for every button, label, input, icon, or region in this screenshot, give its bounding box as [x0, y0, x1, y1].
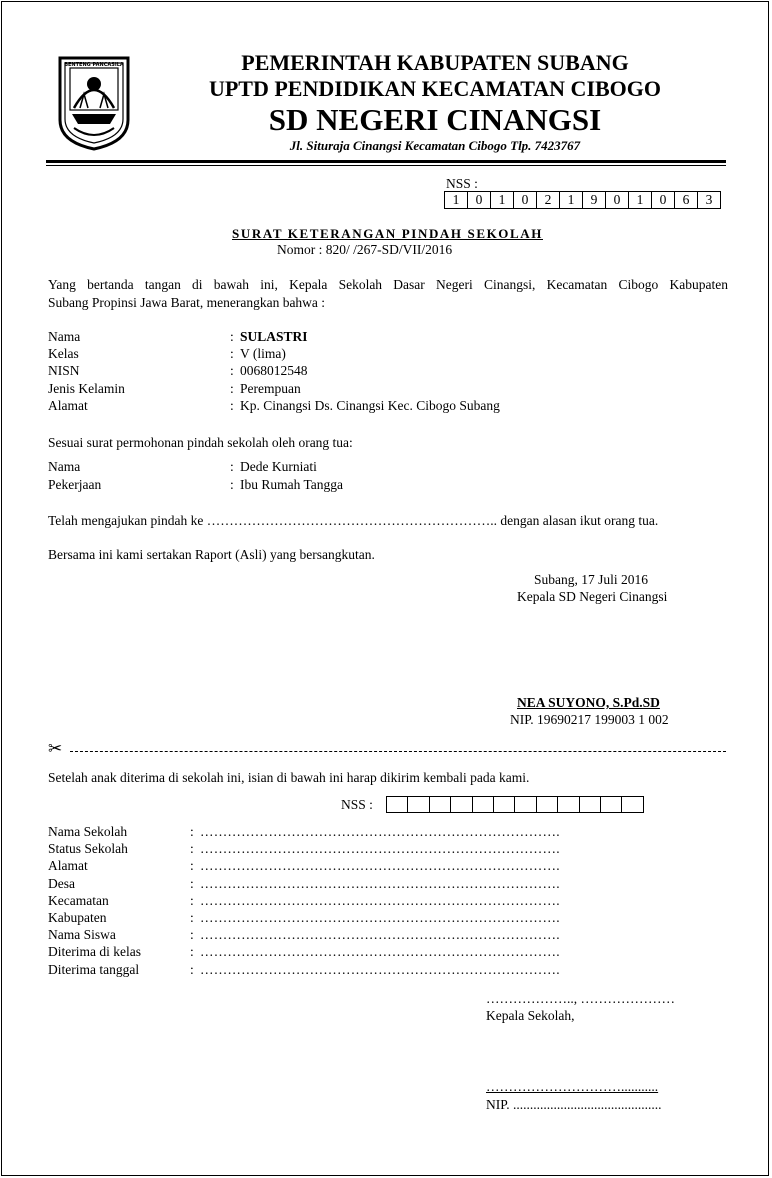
student-field-label: NISN [48, 363, 80, 378]
return-nss-boxes [386, 796, 644, 813]
return-field-label: Diterima tanggal [48, 962, 140, 977]
student-field-value: SULASTRI [240, 329, 308, 344]
letter-number: Nomor : 820/ /267-SD/VII/2016 [277, 242, 453, 257]
return-field-blank[interactable]: ……………………………………………………………………. [200, 910, 560, 925]
nss-digit-box: 0 [514, 191, 537, 209]
student-field-value: V (lima) [240, 346, 286, 361]
nss-empty-box[interactable] [537, 796, 558, 813]
parent-field-value: Dede Kurniati [240, 459, 317, 474]
student-field-value: Kp. Cinangsi Ds. Cinangsi Kec. Cibogo Subang [240, 398, 500, 413]
return-field-blank[interactable]: ……………………………………………………………………. [200, 944, 560, 959]
nss-empty-box[interactable] [408, 796, 429, 813]
nss-digit-box: 6 [675, 191, 698, 209]
parent-field-value: Ibu Rumah Tangga [240, 477, 344, 492]
field-colon: : [230, 398, 234, 413]
signature-position: Kepala SD Negeri Cinangsi [517, 589, 668, 604]
nss-digit-box: 3 [698, 191, 721, 209]
return-field-label: Nama Siswa [48, 927, 116, 942]
header-office: UPTD PENDIDIKAN KECAMATAN CIBOGO [208, 76, 662, 101]
return-field-blank[interactable]: ……………………………………………………………………. [200, 858, 560, 873]
nss-digit-box: 1 [629, 191, 652, 209]
request-line: Sesuai surat permohonan pindah sekolah oleh orang tua: [48, 435, 353, 450]
student-field-value: 0068012548 [240, 363, 308, 378]
field-colon: : [190, 927, 194, 942]
nss-empty-box[interactable] [451, 796, 472, 813]
field-colon: : [190, 858, 194, 873]
return-sign-position: Kepala Sekolah, [486, 1008, 575, 1023]
return-field-label: Kabupaten [48, 910, 107, 925]
return-field-label: Diterima di kelas [48, 944, 141, 959]
intro-line-2: Subang Propinsi Jawa Barat, menerangkan bahwa : [48, 295, 326, 310]
parent-field-label: Pekerjaan [48, 477, 102, 492]
nss-empty-box[interactable] [387, 796, 408, 813]
signature-name: NEA SUYONO, S.Pd.SD [517, 695, 660, 710]
header-school-name: SD NEGERI CINANGSI [268, 102, 602, 137]
field-colon: : [190, 893, 194, 908]
attachment-line: Bersama ini kami sertakan Raport (Asli) yang bersangkutan. [48, 547, 375, 562]
nss-digit-box: 0 [652, 191, 675, 209]
nss-empty-box[interactable] [601, 796, 622, 813]
student-field-label: Nama [48, 329, 81, 344]
header-rule-thick [46, 160, 726, 163]
cut-dashed-line [70, 751, 726, 752]
return-field-label: Nama Sekolah [48, 824, 128, 839]
field-colon: : [190, 876, 194, 891]
nss-empty-box[interactable] [622, 796, 643, 813]
return-sign-name: …………………………........... [486, 1079, 659, 1094]
return-field-blank[interactable]: ……………………………………………………………………. [200, 962, 560, 977]
return-sign-nip: NIP. ............................................ [486, 1097, 662, 1112]
letter-title: SURAT KETERANGAN PINDAH SEKOLAH [232, 226, 543, 241]
scissors-icon: ✂ [48, 739, 63, 758]
student-field-label: Kelas [48, 346, 79, 361]
return-field-label: Status Sekolah [48, 841, 128, 856]
field-colon: : [230, 381, 234, 396]
svg-text:BENTENG PANCASILA: BENTENG PANCASILA [64, 62, 124, 68]
nss-digit-box: 9 [583, 191, 606, 209]
field-colon: : [190, 962, 194, 977]
nss-label: NSS : [446, 176, 478, 191]
nss-digit-box: 0 [606, 191, 629, 209]
return-instruction: Setelah anak diterima di sekolah ini, isian di bawah ini harap dikirim kembali pada kami. [48, 770, 530, 785]
student-field-label: Jenis Kelamin [48, 381, 125, 396]
nss-number-boxes [444, 191, 721, 209]
nss-empty-box[interactable] [558, 796, 579, 813]
return-field-label: Alamat [48, 858, 88, 873]
move-line: Telah mengajukan pindah ke ……………………………………………………….. dengan alasan ikut orang tua. [48, 513, 659, 528]
field-colon: : [230, 346, 234, 361]
nss-empty-box[interactable] [494, 796, 515, 813]
nss-digit-box: 1 [491, 191, 514, 209]
nss-digit-box: 1 [445, 191, 468, 209]
return-field-label: Kecamatan [48, 893, 109, 908]
return-field-blank[interactable]: ……………………………………………………………………. [200, 876, 560, 891]
nss-empty-box[interactable] [515, 796, 536, 813]
regency-seal-logo [54, 52, 134, 152]
nss-empty-box[interactable] [580, 796, 601, 813]
return-nss-label: NSS : [341, 797, 373, 812]
parent-field-label: Nama [48, 459, 81, 474]
nss-digit-box: 1 [560, 191, 583, 209]
return-field-blank[interactable]: ……………………………………………………………………. [200, 824, 560, 839]
header-rule-thin [46, 165, 726, 166]
field-colon: : [190, 841, 194, 856]
return-field-label: Desa [48, 876, 75, 891]
header-address: Jl. Situraja Cinangsi Kecamatan Cibogo Tlp. 7423767 [289, 138, 581, 153]
field-colon: : [190, 944, 194, 959]
field-colon: : [190, 824, 194, 839]
student-field-value: Perempuan [240, 381, 301, 396]
field-colon: : [230, 459, 234, 474]
intro-line-1: Yang bertanda tangan di bawah ini, Kepala Sekolah Dasar Negeri Cinangsi, Kecamatan Cibogo Kabupaten [48, 277, 728, 292]
return-sign-place-date: ……………….., ………………… [486, 991, 675, 1006]
nss-digit-box: 0 [468, 191, 491, 209]
nss-empty-box[interactable] [430, 796, 451, 813]
header-government: PEMERINTAH KABUPATEN SUBANG [241, 50, 629, 75]
signature-place-date: Subang, 17 Juli 2016 [534, 572, 649, 587]
return-field-blank[interactable]: ……………………………………………………………………. [200, 841, 560, 856]
field-colon: : [230, 363, 234, 378]
return-field-blank[interactable]: ……………………………………………………………………. [200, 927, 560, 942]
field-colon: : [230, 477, 234, 492]
signature-nip: NIP. 19690217 199003 1 002 [510, 712, 669, 727]
student-field-label: Alamat [48, 398, 88, 413]
return-field-blank[interactable]: ……………………………………………………………………. [200, 893, 560, 908]
nss-empty-box[interactable] [473, 796, 494, 813]
field-colon: : [190, 910, 194, 925]
nss-digit-box: 2 [537, 191, 560, 209]
field-colon: : [230, 329, 234, 344]
